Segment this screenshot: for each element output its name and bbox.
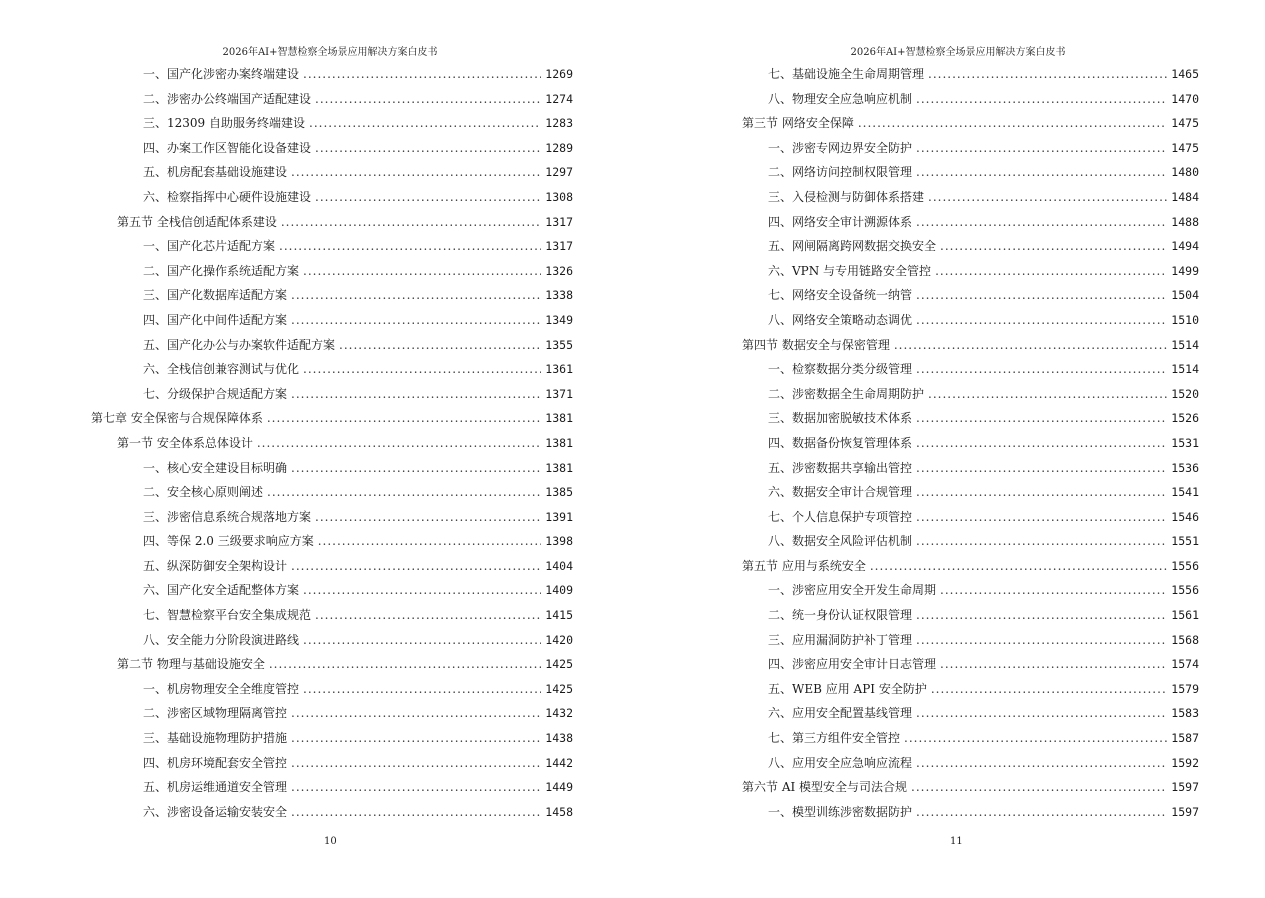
- toc-subsection-entry[interactable]: [742, 62, 1199, 87]
- toc-entry-page: 1465: [1171, 67, 1199, 81]
- toc-entry-title: 一、核心安全建设目标明确: [143, 460, 288, 475]
- toc-entry-title: 七、分级保护合规适配方案: [143, 386, 288, 401]
- toc-entry-page: 1470: [1171, 91, 1199, 106]
- toc-dot-leader: [339, 333, 541, 358]
- toc-entry-page: 1409: [545, 583, 573, 598]
- toc-dot-leader: [916, 283, 1167, 308]
- toc-dot-leader: [281, 210, 541, 235]
- toc-entry-page: 1499: [1171, 263, 1199, 278]
- toc-entry-title: 三、基础设施物理防护措施: [143, 731, 288, 746]
- toc-entry-page: 1568: [1171, 632, 1199, 647]
- toc-entry-page: 1381: [545, 435, 573, 450]
- toc-entry-title: 七、基础设施全生命周期管理: [768, 67, 925, 81]
- toc-dot-leader: [870, 554, 1167, 579]
- toc-entry-page: 1297: [545, 165, 573, 180]
- toc-entry-page: 1510: [1171, 312, 1199, 327]
- toc-entry-title: 第六节 AI 模型安全与司法合规: [742, 780, 908, 795]
- toc-dot-leader: [916, 628, 1167, 653]
- toc-entry-title: 一、模型训练涉密数据防护: [768, 804, 913, 819]
- toc-subsection-entry[interactable]: [91, 357, 573, 382]
- toc-dot-leader: [940, 234, 1167, 259]
- toc-dot-leader: [940, 652, 1167, 677]
- toc-entry-title: 四、办案工作区智能化设备建设: [143, 140, 312, 155]
- toc-entry-page: 1385: [545, 485, 573, 500]
- toc-subsection-entry[interactable]: [742, 160, 1199, 185]
- toc-dot-leader: [267, 480, 541, 505]
- toc-entry-page: 1551: [1171, 534, 1199, 549]
- toc-dot-leader: [916, 210, 1167, 235]
- toc-entry-title: 三、12309 自助服务终端建设: [143, 116, 305, 131]
- toc-subsection-entry[interactable]: [742, 259, 1199, 284]
- toc-subsection-entry[interactable]: [742, 357, 1199, 382]
- toc-subsection-entry[interactable]: [742, 87, 1199, 112]
- toc-entry-title: 六、应用安全配置基线管理: [768, 706, 913, 721]
- toc-entry-page: 1438: [545, 731, 573, 746]
- toc-entry-page: 1425: [545, 681, 573, 696]
- toc-dot-leader: [291, 308, 541, 333]
- toc-section-entry[interactable]: [742, 775, 1199, 800]
- toc-entry-page: 1317: [545, 239, 573, 254]
- toc-entry-page: 1597: [1171, 780, 1199, 795]
- toc-dot-leader: [916, 87, 1167, 112]
- toc-subsection-entry[interactable]: [742, 751, 1199, 776]
- toc-dot-leader: [291, 283, 541, 308]
- toc-entry-page: 1283: [545, 116, 573, 131]
- toc-subsection-entry[interactable]: [742, 726, 1199, 751]
- toc-entry-title: 七、第三方组件安全管控: [768, 731, 901, 746]
- toc-entry-page: 1415: [545, 608, 573, 623]
- toc-entry-page: 1556: [1171, 558, 1199, 573]
- toc-dot-leader: [916, 480, 1167, 505]
- toc-entry-page: 1579: [1171, 681, 1199, 696]
- toc-entry-title: 第七章 安全保密与合规保障体系: [91, 411, 263, 426]
- toc-entry-page: 1556: [1171, 583, 1199, 598]
- toc-entry-page: 1583: [1171, 706, 1199, 721]
- toc-subsection-entry[interactable]: [91, 111, 573, 136]
- toc-entry-page: 1541: [1171, 485, 1199, 500]
- toc-entry-page: 1488: [1171, 214, 1199, 229]
- toc-entry-page: 1420: [545, 632, 573, 647]
- toc-entry-title: 八、物理安全应急响应机制: [768, 91, 913, 106]
- toc-section-entry[interactable]: [91, 210, 573, 235]
- toc-dot-leader: [291, 726, 541, 751]
- toc-subsection-entry[interactable]: [91, 677, 573, 702]
- toc-entry-title: 四、数据备份恢复管理体系: [768, 435, 913, 450]
- toc-dot-leader: [269, 652, 541, 677]
- toc-section-entry[interactable]: [742, 111, 1199, 136]
- toc-entry-page: 1381: [545, 460, 573, 475]
- toc-dot-leader: [916, 751, 1167, 776]
- toc-entry-page: 1404: [545, 558, 573, 573]
- toc-entry-page: 1355: [545, 337, 573, 352]
- toc-dot-leader: [916, 431, 1167, 456]
- toc-subsection-entry[interactable]: [91, 136, 573, 161]
- toc-subsection-entry[interactable]: [742, 677, 1199, 702]
- toc-entry-title: 第四节 数据安全与保密管理: [742, 337, 890, 352]
- toc-entry-page: 1494: [1171, 239, 1199, 254]
- toc-dot-leader: [318, 529, 542, 554]
- toc-dot-leader: [291, 456, 541, 481]
- toc-subsection-entry[interactable]: [91, 701, 573, 726]
- toc-subsection-entry[interactable]: [742, 456, 1199, 481]
- toc-entry-title: 六、全栈信创兼容测试与优化: [143, 362, 300, 377]
- toc-entry-page: 1514: [1171, 362, 1199, 377]
- toc-entry-title: 七、智慧检察平台安全集成规范: [143, 608, 312, 623]
- toc-dot-leader: [315, 87, 541, 112]
- toc-dot-leader: [928, 62, 1167, 87]
- toc-entry-title: 四、网络安全审计溯源体系: [768, 214, 913, 229]
- toc-entry-title: 三、数据加密脱敏技术体系: [768, 411, 913, 426]
- toc-dot-leader: [291, 160, 541, 185]
- toc-entry-title: 四、国产化中间件适配方案: [143, 312, 288, 327]
- toc-entry-title: 二、统一身份认证权限管理: [768, 608, 913, 623]
- toc-entry-title: 五、网闸隔离跨网数据交换安全: [768, 239, 937, 254]
- toc-entry-title: 七、个人信息保护专项管控: [768, 509, 913, 524]
- toc-entry-page: 1475: [1171, 116, 1199, 131]
- toc-subsection-entry[interactable]: [91, 283, 573, 308]
- toc-entry-title: 五、机房配套基础设施建设: [143, 165, 288, 180]
- toc-entry-title: 一、涉密应用安全开发生命周期: [768, 583, 937, 598]
- toc-subsection-entry[interactable]: [91, 554, 573, 579]
- toc-entry-page: 1458: [545, 804, 573, 819]
- toc-dot-leader: [916, 800, 1167, 825]
- toc-entry-title: 五、国产化办公与办案软件适配方案: [143, 337, 336, 352]
- toc-entry-title: 三、应用漏洞防护补丁管理: [768, 632, 913, 647]
- toc-entry-title: 六、数据安全审计合规管理: [768, 485, 913, 500]
- toc-subsection-entry[interactable]: [742, 308, 1199, 333]
- left-page: [0, 0, 632, 898]
- toc-subsection-entry[interactable]: [742, 431, 1199, 456]
- toc-dot-leader: [911, 775, 1167, 800]
- right-page: [632, 0, 1265, 898]
- toc-dot-leader: [291, 775, 541, 800]
- toc-entry-page: 1514: [1171, 337, 1199, 352]
- toc-subsection-entry[interactable]: [742, 505, 1199, 530]
- page-number: 10: [324, 836, 337, 847]
- toc-subsection-entry[interactable]: [91, 628, 573, 653]
- toc-dot-leader: [904, 726, 1167, 751]
- toc-dot-leader: [916, 603, 1167, 628]
- toc-dot-leader: [315, 185, 541, 210]
- toc-entry-title: 六、VPN 与专用链路安全管控: [768, 263, 932, 278]
- toc-entry-page: 1520: [1171, 386, 1199, 401]
- toc-subsection-entry[interactable]: [742, 382, 1199, 407]
- toc-entry-title: 三、入侵检测与防御体系搭建: [768, 189, 925, 204]
- toc-entry-page: 1531: [1171, 435, 1199, 450]
- toc-entry-page: 1449: [545, 780, 573, 795]
- toc-entry-page: 1274: [545, 91, 573, 106]
- toc-entry-page: 1317: [545, 214, 573, 229]
- toc-dot-leader: [279, 234, 541, 259]
- toc-dot-leader: [303, 62, 541, 87]
- toc-dot-leader: [916, 406, 1167, 431]
- toc-dot-leader: [894, 333, 1167, 358]
- toc-entry-title: 二、国产化操作系统适配方案: [143, 263, 300, 278]
- page-header: 2026年AI+智慧检察全场景应用解决方案白皮书: [850, 47, 1066, 58]
- toc-entry-page: 1425: [545, 657, 573, 672]
- toc-entry-title: 四、机房环境配套安全管控: [143, 755, 288, 770]
- toc-dot-leader: [315, 603, 541, 628]
- toc-entry-title: 八、应用安全应急响应流程: [768, 755, 913, 770]
- toc-subsection-entry[interactable]: [91, 234, 573, 259]
- toc-dot-leader: [291, 800, 541, 825]
- toc-entry-title: 第五节 全栈信创适配体系建设: [117, 214, 277, 229]
- toc-subsection-entry[interactable]: [91, 800, 573, 825]
- toc-dot-leader: [303, 578, 541, 603]
- toc-entry-page: 1338: [545, 288, 573, 303]
- toc-entry-page: 1574: [1171, 657, 1199, 672]
- toc-entry-page: 1484: [1171, 189, 1199, 204]
- toc-subsection-entry[interactable]: [742, 234, 1199, 259]
- toc-entry-page: 1480: [1171, 165, 1199, 180]
- table-of-contents: [91, 62, 573, 824]
- toc-entry-title: 八、网络安全策略动态调优: [768, 312, 913, 327]
- toc-subsection-entry[interactable]: [742, 603, 1199, 628]
- toc-subsection-entry[interactable]: [742, 136, 1199, 161]
- toc-dot-leader: [291, 382, 541, 407]
- toc-dot-leader: [916, 701, 1167, 726]
- toc-entry-page: 1597: [1171, 804, 1199, 819]
- toc-subsection-entry[interactable]: [91, 160, 573, 185]
- page-number: 11: [950, 836, 963, 847]
- toc-entry-title: 二、涉密区域物理隔离管控: [143, 706, 288, 721]
- toc-entry-title: 二、网络访问控制权限管理: [768, 165, 913, 180]
- toc-subsection-entry[interactable]: [742, 652, 1199, 677]
- toc-entry-page: 1561: [1171, 608, 1199, 623]
- toc-entry-title: 二、涉密数据全生命周期防护: [768, 386, 925, 401]
- toc-section-entry[interactable]: [742, 333, 1199, 358]
- toc-subsection-entry[interactable]: [91, 456, 573, 481]
- toc-subsection-entry[interactable]: [91, 529, 573, 554]
- toc-entry-page: 1326: [545, 263, 573, 278]
- toc-dot-leader: [935, 259, 1167, 284]
- toc-subsection-entry[interactable]: [742, 210, 1199, 235]
- toc-subsection-entry[interactable]: [91, 775, 573, 800]
- page-header: 2026年AI+智慧检察全场景应用解决方案白皮书: [222, 47, 438, 58]
- toc-dot-leader: [916, 160, 1167, 185]
- toc-dot-leader: [916, 357, 1167, 382]
- toc-subsection-entry[interactable]: [91, 751, 573, 776]
- toc-entry-page: 1398: [545, 534, 573, 549]
- toc-entry-title: 第一节 安全体系总体设计: [117, 435, 253, 450]
- toc-dot-leader: [303, 259, 541, 284]
- toc-entry-title: 八、安全能力分阶段演进路线: [143, 632, 300, 647]
- toc-dot-leader: [291, 554, 541, 579]
- toc-entry-title: 六、检察指挥中心硬件设施建设: [143, 189, 312, 204]
- toc-dot-leader: [315, 505, 541, 530]
- toc-entry-page: 1526: [1171, 411, 1199, 426]
- toc-entry-page: 1289: [545, 140, 573, 155]
- toc-subsection-entry[interactable]: [91, 259, 573, 284]
- toc-dot-leader: [916, 505, 1167, 530]
- toc-dot-leader: [257, 431, 541, 456]
- toc-subsection-entry[interactable]: [91, 578, 573, 603]
- toc-entry-page: 1391: [545, 509, 573, 524]
- toc-dot-leader: [309, 111, 541, 136]
- toc-subsection-entry[interactable]: [91, 308, 573, 333]
- toc-entry-title: 六、国产化安全适配整体方案: [143, 583, 300, 598]
- toc-section-entry[interactable]: [742, 554, 1199, 579]
- toc-entry-title: 五、机房运维通道安全管理: [143, 780, 288, 795]
- toc-subsection-entry[interactable]: [91, 185, 573, 210]
- toc-entry-page: 1371: [545, 386, 573, 401]
- toc-subsection-entry[interactable]: [742, 406, 1199, 431]
- toc-entry-page: 1442: [545, 755, 573, 770]
- toc-dot-leader: [916, 529, 1167, 554]
- toc-dot-leader: [928, 185, 1167, 210]
- toc-entry-page: 1546: [1171, 509, 1199, 524]
- toc-entry-title: 第五节 应用与系统安全: [742, 558, 866, 573]
- toc-entry-title: 六、涉密设备运输安装安全: [143, 804, 288, 819]
- toc-dot-leader: [931, 677, 1167, 702]
- table-of-contents: [742, 62, 1199, 824]
- toc-subsection-entry[interactable]: [742, 529, 1199, 554]
- toc-entry-page: 1308: [545, 189, 573, 204]
- toc-entry-title: 一、国产化涉密办案终端建设: [143, 67, 300, 81]
- toc-dot-leader: [303, 357, 541, 382]
- toc-entry-page: 1361: [545, 362, 573, 377]
- toc-entry-page: 1504: [1171, 288, 1199, 303]
- toc-entry-title: 二、涉密办公终端国产适配建设: [143, 91, 312, 106]
- toc-entry-page: 1381: [545, 411, 573, 426]
- toc-entry-title: 八、数据安全风险评估机制: [768, 534, 913, 549]
- toc-entry-title: 四、等保 2.0 三级要求响应方案: [143, 534, 314, 549]
- toc-subsection-entry[interactable]: [742, 480, 1199, 505]
- toc-entry-page: 1432: [545, 706, 573, 721]
- toc-entry-title: 三、涉密信息系统合规落地方案: [143, 509, 312, 524]
- toc-subsection-entry[interactable]: [742, 185, 1199, 210]
- toc-dot-leader: [928, 382, 1167, 407]
- toc-dot-leader: [291, 701, 541, 726]
- toc-dot-leader: [303, 628, 541, 653]
- toc-entry-title: 七、网络安全设备统一纳管: [768, 288, 913, 303]
- toc-dot-leader: [303, 677, 541, 702]
- toc-dot-leader: [916, 136, 1167, 161]
- toc-dot-leader: [291, 751, 541, 776]
- toc-subsection-entry[interactable]: [91, 726, 573, 751]
- toc-entry-title: 第二节 物理与基础设施安全: [117, 657, 265, 672]
- toc-dot-leader: [940, 578, 1167, 603]
- toc-entry-title: 一、涉密专网边界安全防护: [768, 140, 913, 155]
- toc-entry-page: 1475: [1171, 140, 1199, 155]
- toc-entry-title: 四、涉密应用安全审计日志管理: [768, 657, 937, 672]
- toc-subsection-entry[interactable]: [91, 62, 573, 87]
- toc-dot-leader: [916, 308, 1167, 333]
- toc-subsection-entry[interactable]: [742, 628, 1199, 653]
- toc-entry-page: 1592: [1171, 755, 1199, 770]
- toc-entry-page: 1536: [1171, 460, 1199, 475]
- toc-subsection-entry[interactable]: [91, 480, 573, 505]
- toc-entry-title: 第三节 网络安全保障: [742, 116, 854, 131]
- toc-entry-title: 五、WEB 应用 API 安全防护: [768, 681, 927, 696]
- toc-subsection-entry[interactable]: [91, 603, 573, 628]
- toc-dot-leader: [315, 136, 541, 161]
- toc-chapter-entry[interactable]: [91, 406, 573, 431]
- toc-entry-title: 一、机房物理安全全维度管控: [143, 681, 300, 696]
- toc-subsection-entry[interactable]: [742, 701, 1199, 726]
- toc-entry-title: 三、国产化数据库适配方案: [143, 288, 288, 303]
- toc-entry-title: 一、国产化芯片适配方案: [143, 239, 276, 254]
- toc-subsection-entry[interactable]: [91, 333, 573, 358]
- toc-entry-title: 五、涉密数据共享输出管控: [768, 460, 913, 475]
- toc-dot-leader: [916, 456, 1167, 481]
- toc-entry-title: 二、安全核心原则阐述: [143, 485, 264, 500]
- toc-subsection-entry[interactable]: [91, 505, 573, 530]
- toc-section-entry[interactable]: [91, 652, 573, 677]
- toc-subsection-entry[interactable]: [742, 283, 1199, 308]
- toc-subsection-entry[interactable]: [742, 578, 1199, 603]
- toc-dot-leader: [858, 111, 1167, 136]
- toc-entry-page: 1269: [545, 67, 573, 81]
- toc-dot-leader: [267, 406, 541, 431]
- toc-entry-page: 1349: [545, 312, 573, 327]
- toc-entry-title: 一、检察数据分类分级管理: [768, 362, 913, 377]
- toc-subsection-entry[interactable]: [91, 87, 573, 112]
- toc-subsection-entry[interactable]: [742, 800, 1199, 825]
- toc-section-entry[interactable]: [91, 431, 573, 456]
- toc-entry-page: 1587: [1171, 731, 1199, 746]
- toc-entry-title: 五、纵深防御安全架构设计: [143, 558, 288, 573]
- toc-subsection-entry[interactable]: [91, 382, 573, 407]
